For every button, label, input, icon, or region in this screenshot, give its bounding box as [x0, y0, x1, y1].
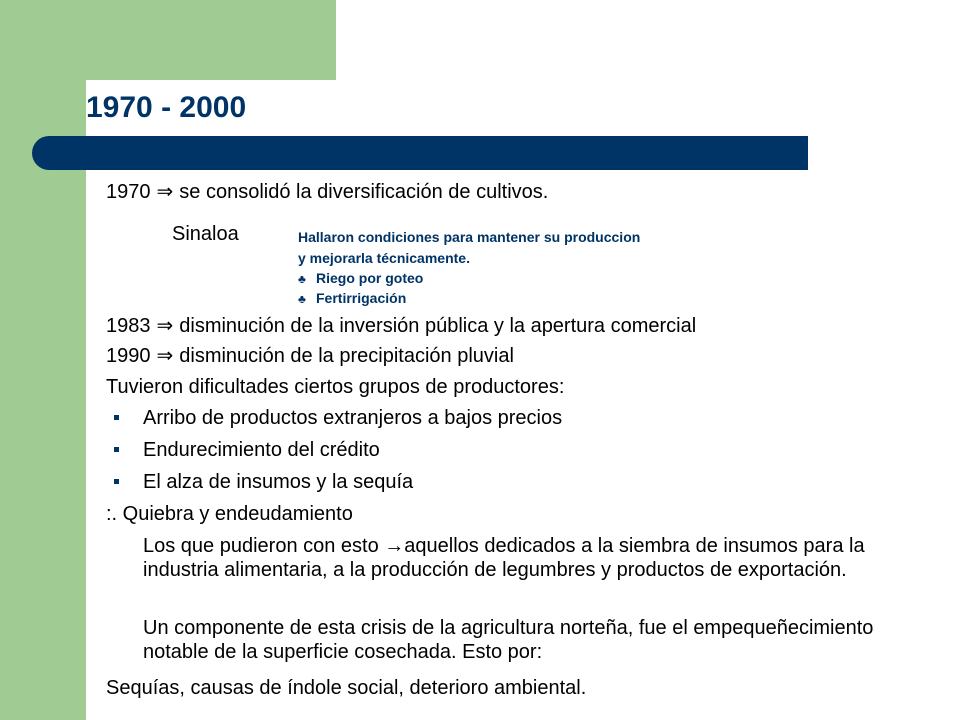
sinaloa-bullet-1 [298, 268, 423, 289]
difficulty-item-2: Endurecimiento del crédito [143, 439, 380, 461]
title-underline-bar [32, 136, 808, 170]
year-1970: 1970 [106, 181, 151, 203]
implies-arrow-icon: ⇒ [156, 181, 174, 203]
right-arrow-icon: → [384, 535, 405, 557]
line-1990-text: disminución de la precipitación pluvial [179, 345, 514, 367]
sinaloa-bullet-2 [298, 288, 406, 309]
line-1970-text: se consolidó la diversificación de cultivos. [179, 181, 549, 203]
square-bullet-icon [114, 447, 119, 452]
sinaloa-note-line2: y mejorarla técnicamente. [298, 250, 470, 266]
sinaloa-bullet-2-text: Fertirrigación [316, 290, 407, 306]
year-1990: 1990 [106, 345, 151, 367]
line-1990 [106, 344, 514, 368]
sinaloa-bullet-1-text: Riego por goteo [316, 270, 424, 286]
difficulty-item-1: Arribo de productos extranjeros a bajos precios [143, 407, 563, 429]
club-icon: ♣ [298, 292, 306, 306]
line-1983 [106, 314, 696, 338]
therefore-line: :. Quiebra y endeudamiento [106, 503, 353, 525]
slide-title: 1970 - 2000 [86, 91, 247, 124]
difficulties-heading: Tuvieron dificultades ciertos grupos de productores: [106, 376, 565, 398]
difficulty-item-3: El alza de insumos y la sequía [143, 471, 414, 493]
paragraph-survivors-rest: aquellos dedicados a la siembra de insumos para la industria alimentaria, a la producción de legumbres y productos de exportación. [143, 535, 865, 581]
sinaloa-note-line1: Hallaron condiciones para mantener su produccion [298, 229, 641, 245]
square-bullet-icon [114, 479, 119, 484]
paragraph-survivors [143, 534, 903, 582]
year-1983: 1983 [106, 315, 151, 337]
line-1983-text: disminución de la inversión pública y la apertura comercial [179, 315, 697, 337]
line-1970 [106, 180, 548, 204]
implies-arrow-icon: ⇒ [156, 345, 174, 367]
sinaloa-label: Sinaloa [172, 223, 239, 245]
club-icon: ♣ [298, 272, 306, 286]
implies-arrow-icon: ⇒ [156, 315, 174, 337]
causes-line: Sequías, causas de índole social, deterioro ambiental. [106, 677, 587, 699]
paragraph-crisis: Un componente de esta crisis de la agricultura norteña, fue el empequeñecimiento notable de la superficie cosechada. Esto por: [143, 617, 874, 663]
square-bullet-icon [114, 415, 119, 420]
paragraph-survivors-start: Los que pudieron con esto [143, 535, 385, 557]
